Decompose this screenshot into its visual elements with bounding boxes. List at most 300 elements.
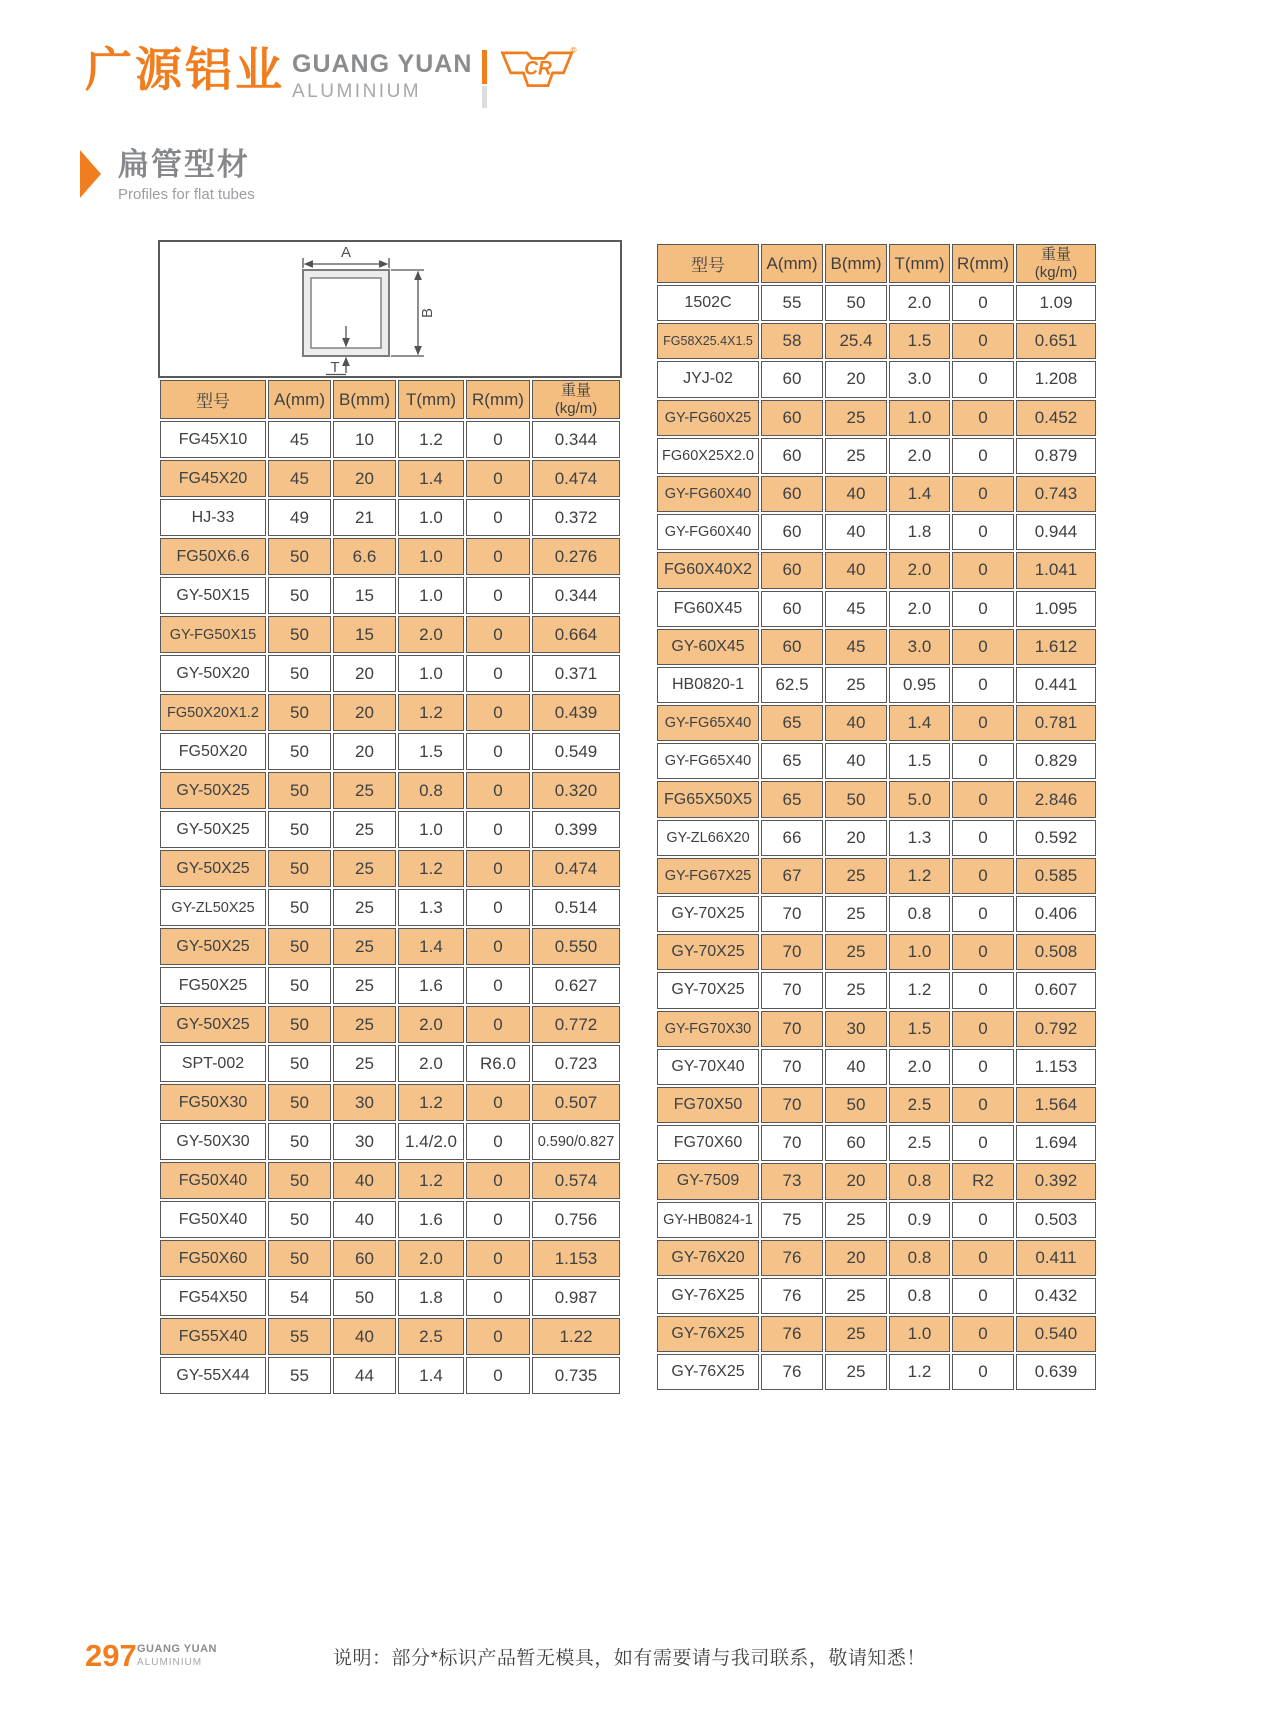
cell: 65 (761, 705, 823, 741)
cell: 0.474 (532, 460, 620, 497)
cell: 55 (268, 1357, 331, 1394)
cell: 1.2 (398, 1162, 464, 1199)
table-row (657, 400, 1096, 436)
cell: 49 (268, 499, 331, 536)
cell: 0 (952, 1049, 1014, 1085)
cell: 50 (268, 577, 331, 614)
cell: 2.0 (889, 1049, 950, 1085)
cell: 60 (761, 400, 823, 436)
column-header: B(mm) (333, 380, 396, 419)
table-row (160, 577, 620, 614)
cell: 0 (952, 514, 1014, 550)
cell: GY-50X20 (160, 655, 266, 692)
cell: 1.564 (1016, 1087, 1096, 1123)
cell: 0.987 (532, 1279, 620, 1316)
table-row (657, 972, 1096, 1008)
cell: 20 (333, 694, 396, 731)
cell: 25.4 (825, 323, 887, 359)
cell: 0 (952, 591, 1014, 627)
cell: 0 (952, 820, 1014, 856)
cell: 70 (761, 1125, 823, 1161)
cr-logo-letters: CR (524, 58, 552, 80)
cell: 0 (952, 858, 1014, 894)
cell: 0 (952, 781, 1014, 817)
cell: 40 (333, 1162, 396, 1199)
cell: 1.6 (398, 967, 464, 1004)
cell: JYJ-02 (657, 361, 759, 397)
cell: 1.612 (1016, 629, 1096, 665)
table-row (657, 1354, 1096, 1390)
cell: 1.153 (1016, 1049, 1096, 1085)
cell: 55 (761, 285, 823, 321)
left-table-body (160, 421, 620, 1394)
cell: 0.607 (1016, 972, 1096, 1008)
cell: 50 (268, 967, 331, 1004)
cell: 0 (952, 705, 1014, 741)
table-row (657, 591, 1096, 627)
cell: 65 (761, 781, 823, 817)
cell: 0.432 (1016, 1278, 1096, 1314)
cell: 40 (333, 1318, 396, 1355)
cell: 0.452 (1016, 400, 1096, 436)
cell: 1.153 (532, 1240, 620, 1277)
table-row (657, 323, 1096, 359)
cell: 50 (268, 889, 331, 926)
cell: 25 (825, 400, 887, 436)
table-row (160, 1084, 620, 1121)
column-header: 型号 (657, 244, 759, 283)
footer-brand-line1: GUANG YUAN (137, 1643, 217, 1655)
cell: 0.372 (532, 499, 620, 536)
cell: 0.550 (532, 928, 620, 965)
cell: GY-ZL50X25 (160, 889, 266, 926)
cell: 65 (761, 743, 823, 779)
cell: 25 (825, 1278, 887, 1314)
cell: 20 (333, 733, 396, 770)
table-row (657, 896, 1096, 932)
table-row (160, 772, 620, 809)
table-row (160, 1201, 620, 1238)
cell: 25 (825, 934, 887, 970)
table-row (657, 743, 1096, 779)
cell: GY-76X25 (657, 1278, 759, 1314)
cell: 30 (333, 1084, 396, 1121)
cell: GY-FG60X40 (657, 476, 759, 512)
cell: 75 (761, 1202, 823, 1238)
cell: 70 (761, 1087, 823, 1123)
cell: 50 (333, 1279, 396, 1316)
cell: 1.09 (1016, 285, 1096, 321)
cell: 0.592 (1016, 820, 1096, 856)
table-row (657, 1202, 1096, 1238)
table-row (657, 1049, 1096, 1085)
column-header: A(mm) (268, 380, 331, 419)
cell: 0.406 (1016, 896, 1096, 932)
cell: 0.627 (532, 967, 620, 1004)
cell: 25 (333, 772, 396, 809)
cell: 0.664 (532, 616, 620, 653)
cell: 50 (268, 733, 331, 770)
cell: 20 (333, 655, 396, 692)
cell: 45 (268, 421, 331, 458)
cell: 50 (268, 1240, 331, 1277)
cell: GY-70X25 (657, 896, 759, 932)
cell: 0 (952, 400, 1014, 436)
cell: 20 (825, 1240, 887, 1276)
cell: 2.5 (398, 1318, 464, 1355)
cell: 0 (466, 1279, 530, 1316)
cell: 0 (466, 694, 530, 731)
cell: FG58X25.4X1.5 (657, 323, 759, 359)
cell: FG54X50 (160, 1279, 266, 1316)
cell: 0.639 (1016, 1354, 1096, 1390)
cell: 0.474 (532, 850, 620, 887)
cell: 0 (466, 616, 530, 653)
cell: 25 (825, 972, 887, 1008)
logo-english (292, 52, 472, 101)
cell: 76 (761, 1354, 823, 1390)
cell: 0.590/0.827 (532, 1123, 620, 1160)
cell: 50 (268, 538, 331, 575)
table-row (160, 421, 620, 458)
cell: 1.6 (398, 1201, 464, 1238)
cell: 76 (761, 1240, 823, 1276)
cell: GY-HB0824-1 (657, 1202, 759, 1238)
cell: 30 (333, 1123, 396, 1160)
cell: 0 (466, 1240, 530, 1277)
cell: 70 (761, 896, 823, 932)
cell: 20 (825, 1163, 887, 1199)
cell: 2.0 (398, 1006, 464, 1043)
cell: FG50X40 (160, 1201, 266, 1238)
footer-brand-line2: ALUMINIUM (137, 1657, 203, 1668)
cell: 1.5 (889, 743, 950, 779)
cell: 50 (268, 655, 331, 692)
section-arrow-icon (80, 150, 101, 198)
cell: 0 (952, 323, 1014, 359)
cell: 0 (466, 1162, 530, 1199)
cell: R2 (952, 1163, 1014, 1199)
cell: 67 (761, 858, 823, 894)
cell: 0.651 (1016, 323, 1096, 359)
section-title: 扁管型材 (118, 147, 250, 182)
cell: 0.743 (1016, 476, 1096, 512)
cell: 25 (333, 928, 396, 965)
cell: 40 (825, 743, 887, 779)
table-row (160, 538, 620, 575)
cell: FG60X45 (657, 591, 759, 627)
cell: 0 (952, 476, 1014, 512)
column-header: B(mm) (825, 244, 887, 283)
cell: HJ-33 (160, 499, 266, 536)
table-row (160, 889, 620, 926)
cell: 73 (761, 1163, 823, 1199)
table-row (160, 1318, 620, 1355)
cell: FG50X60 (160, 1240, 266, 1277)
cell: FG65X50X5 (657, 781, 759, 817)
cell: 1.0 (889, 400, 950, 436)
cell: 1.5 (398, 733, 464, 770)
cell: 0.756 (532, 1201, 620, 1238)
cell: 0.399 (532, 811, 620, 848)
cell: 0 (466, 733, 530, 770)
header-row (160, 380, 620, 419)
cell: 25 (825, 1202, 887, 1238)
cell: 0.507 (532, 1084, 620, 1121)
table-row (657, 552, 1096, 588)
table-row (657, 1087, 1096, 1123)
cell: 0.344 (532, 421, 620, 458)
tube-diagram (158, 240, 622, 378)
cell: 0 (466, 967, 530, 1004)
cell: 0 (466, 889, 530, 926)
cell: 0 (952, 1240, 1014, 1276)
table-row (160, 1006, 620, 1043)
cell: 0 (952, 934, 1014, 970)
table-row (160, 967, 620, 1004)
cell: GY-55X44 (160, 1357, 266, 1394)
cell: 50 (268, 1123, 331, 1160)
cell: 0.439 (532, 694, 620, 731)
page-number: 297 (85, 1638, 137, 1673)
cell: 1.4 (398, 1357, 464, 1394)
table-row (657, 667, 1096, 703)
table-row (657, 1125, 1096, 1161)
cell: 0 (952, 1316, 1014, 1352)
cell: 0 (466, 538, 530, 575)
cell: 5.0 (889, 781, 950, 817)
cell: 0.792 (1016, 1011, 1096, 1047)
cell: 0.8 (889, 896, 950, 932)
table-row (160, 655, 620, 692)
cell: GY-FG60X40 (657, 514, 759, 550)
cell: 1.8 (398, 1279, 464, 1316)
cell: 1.2 (398, 1084, 464, 1121)
cell: 55 (268, 1318, 331, 1355)
cell: GY-76X25 (657, 1316, 759, 1352)
header-row (657, 244, 1096, 283)
table-row (657, 1316, 1096, 1352)
cell: 50 (268, 1201, 331, 1238)
table-row (160, 1240, 620, 1277)
cell: 21 (333, 499, 396, 536)
cell: 0.276 (532, 538, 620, 575)
cell: 0 (952, 1202, 1014, 1238)
logo-divider-bar (482, 50, 487, 108)
cell: 0.829 (1016, 743, 1096, 779)
cell: GY-50X25 (160, 1006, 266, 1043)
table-row (657, 705, 1096, 741)
cell: GY-76X25 (657, 1354, 759, 1390)
cell: 0 (466, 460, 530, 497)
cell: GY-70X25 (657, 972, 759, 1008)
cell: FG45X20 (160, 460, 266, 497)
table-row (657, 858, 1096, 894)
column-header: T(mm) (889, 244, 950, 283)
cell: 1.0 (398, 655, 464, 692)
cell: GY-FG70X30 (657, 1011, 759, 1047)
column-header: R(mm) (466, 380, 530, 419)
cell: GY-FG50X15 (160, 616, 266, 653)
cell: 0.320 (532, 772, 620, 809)
cell: GY-50X30 (160, 1123, 266, 1160)
cell: R6.0 (466, 1045, 530, 1082)
cell: 3.0 (889, 361, 950, 397)
cell: 0.411 (1016, 1240, 1096, 1276)
cell: 50 (268, 811, 331, 848)
cell: 0.508 (1016, 934, 1096, 970)
cell: FG45X10 (160, 421, 266, 458)
table-row (160, 1357, 620, 1394)
cell: 6.6 (333, 538, 396, 575)
cell: 1.0 (889, 1316, 950, 1352)
cell: 3.0 (889, 629, 950, 665)
cell: 2.0 (889, 438, 950, 474)
cell: 70 (761, 972, 823, 1008)
cell: 40 (825, 1049, 887, 1085)
cell: 0 (466, 1006, 530, 1043)
cell: 20 (825, 361, 887, 397)
cell: 0.781 (1016, 705, 1096, 741)
cell: 0 (466, 1201, 530, 1238)
cell: 0 (466, 1357, 530, 1394)
left-table-header (160, 380, 620, 419)
cell: 0 (466, 499, 530, 536)
table-row (160, 460, 620, 497)
cell: 1.0 (398, 811, 464, 848)
cell: 76 (761, 1278, 823, 1314)
cell: 50 (268, 694, 331, 731)
cell: 66 (761, 820, 823, 856)
table-row (657, 1011, 1096, 1047)
table-row (657, 934, 1096, 970)
cell: 0.371 (532, 655, 620, 692)
cell: 0 (952, 1354, 1014, 1390)
cell: 0 (952, 285, 1014, 321)
cell: FG50X40 (160, 1162, 266, 1199)
table-row (657, 781, 1096, 817)
cell: 0.585 (1016, 858, 1096, 894)
cell: 0 (952, 667, 1014, 703)
cell: 0 (952, 1125, 1014, 1161)
cell: 1.0 (889, 934, 950, 970)
cell: 0.8 (889, 1278, 950, 1314)
cell: 2.846 (1016, 781, 1096, 817)
cell: 0 (952, 629, 1014, 665)
table-row (160, 1279, 620, 1316)
table-row (160, 1162, 620, 1199)
table-row (160, 694, 620, 731)
cell: 60 (825, 1125, 887, 1161)
cell: GY-FG65X40 (657, 743, 759, 779)
cell: 0.8 (398, 772, 464, 809)
table-row (657, 476, 1096, 512)
cell: 0 (952, 743, 1014, 779)
cell: 50 (268, 1162, 331, 1199)
cell: 50 (268, 850, 331, 887)
cell: GY-FG60X25 (657, 400, 759, 436)
cell: 15 (333, 577, 396, 614)
cell: 1.8 (889, 514, 950, 550)
logo-divider-gray (482, 86, 487, 108)
cell: 0.514 (532, 889, 620, 926)
column-header: R(mm) (952, 244, 1014, 283)
cell: 25 (333, 1006, 396, 1043)
dim-label-b: B (419, 307, 436, 319)
cell: GY-50X25 (160, 811, 266, 848)
cell: 1.3 (889, 820, 950, 856)
table-row (160, 1045, 620, 1082)
cell: 0 (952, 1011, 1014, 1047)
cell: 2.0 (398, 1045, 464, 1082)
cell: GY-7509 (657, 1163, 759, 1199)
cell: GY-76X20 (657, 1240, 759, 1276)
cell: 30 (825, 1011, 887, 1047)
right-table-header (657, 244, 1096, 283)
cell: 0 (466, 850, 530, 887)
cell: 0 (466, 421, 530, 458)
cell: 1.2 (889, 1354, 950, 1390)
cell: 60 (761, 591, 823, 627)
cell: 0.574 (532, 1162, 620, 1199)
cell: GY-70X40 (657, 1049, 759, 1085)
cell: 60 (761, 629, 823, 665)
cell: 2.5 (889, 1087, 950, 1123)
cell: 1.041 (1016, 552, 1096, 588)
cell: 45 (825, 591, 887, 627)
cell: 45 (825, 629, 887, 665)
cell: 60 (333, 1240, 396, 1277)
cell: GY-60X45 (657, 629, 759, 665)
table-row (657, 629, 1096, 665)
cell: 50 (268, 1045, 331, 1082)
cell: 20 (825, 820, 887, 856)
cell: 1502C (657, 285, 759, 321)
cell: 25 (333, 811, 396, 848)
cell: 60 (761, 552, 823, 588)
column-header: A(mm) (761, 244, 823, 283)
cell: 25 (333, 889, 396, 926)
cell: 0 (952, 896, 1014, 932)
cell: 1.0 (398, 538, 464, 575)
cell: FG50X6.6 (160, 538, 266, 575)
cell: 0 (466, 772, 530, 809)
table-row (657, 1278, 1096, 1314)
cell: 0.723 (532, 1045, 620, 1082)
cell: 0.879 (1016, 438, 1096, 474)
cell: 1.2 (398, 850, 464, 887)
cell: 2.0 (889, 552, 950, 588)
cell: 1.4 (889, 476, 950, 512)
cell: 1.0 (398, 499, 464, 536)
cell: 0.392 (1016, 1163, 1096, 1199)
cell: 1.2 (398, 694, 464, 731)
cell: 0.503 (1016, 1202, 1096, 1238)
cell: 25 (825, 667, 887, 703)
cell: 1.694 (1016, 1125, 1096, 1161)
cr-logo-icon (497, 42, 579, 107)
table-row (160, 733, 620, 770)
cell: 25 (825, 438, 887, 474)
cell: 50 (268, 772, 331, 809)
cell: 2.5 (889, 1125, 950, 1161)
section-subtitle: Profiles for flat tubes (118, 186, 255, 204)
cell: 50 (825, 285, 887, 321)
cell: 20 (333, 460, 396, 497)
cell: 0 (466, 1123, 530, 1160)
cell: FG55X40 (160, 1318, 266, 1355)
cell: 25 (333, 1045, 396, 1082)
